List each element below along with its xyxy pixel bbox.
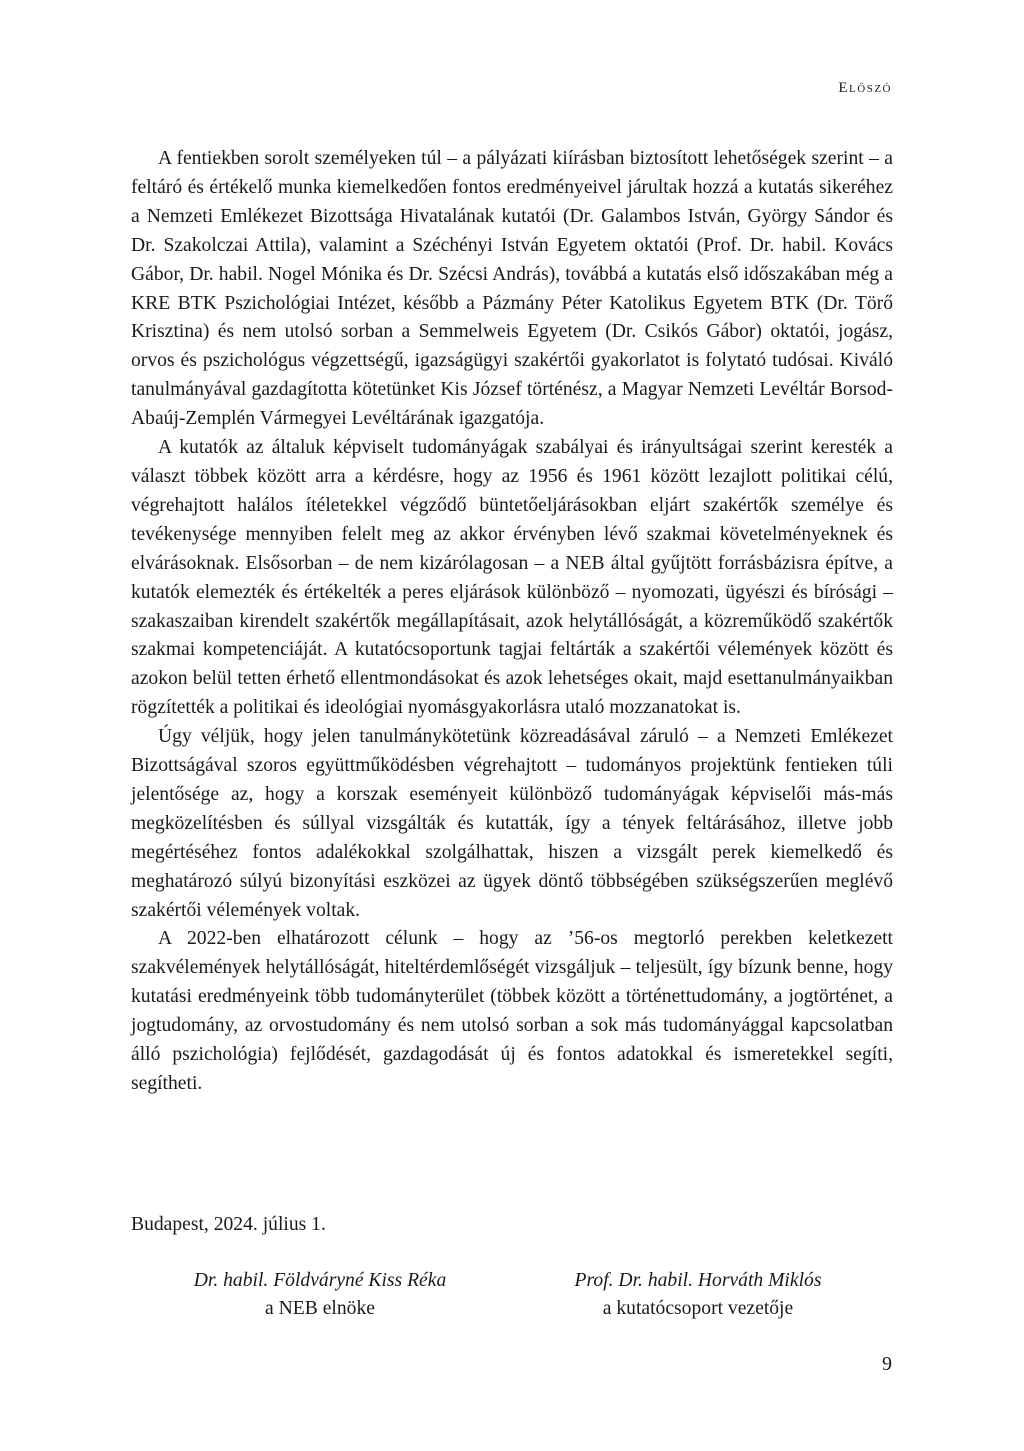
signature-right [518, 1267, 878, 1323]
body-text [131, 145, 893, 1099]
signature-right-name: Prof. Dr. habil. Horváth Miklós [574, 1270, 822, 1291]
paragraph-2: A kutatók az általuk képviselt tudományágak szabályai és irányultságai szerint keresték a választ többek között arra a kérdésre, hogy az 1956 és 1961 között lezajlott politikai célú, végrehajtott halálos ítéletekkel végződő büntetőeljárásokban eljárt szakértők személye és tevékenysége mennyiben felelt meg az akkor érvényben lévő szakmai követelményeknek és elvárásoknak. Elsősorban – de nem kizárólagosan – a NEB által gyűjtött forrásbázisra építve, a kutatók elemezték és értékelték a peres eljárások különböző – nyomozati, ügyészi és bírósági – szakaszaiban kirendelt szakértők megállapításait, azok helytállóságát, a közreműködő szakértők szakmai kompetenciáját. A kutatócsoportunk tagjai feltárták a szakértői vélemények között és azokon belül tetten érhető ellentmondásokat és azok lehetséges okait, majd esettanulmányaikban rögzítették a politikai és ideológiai nyomásgyakorlásra utaló mozzanatokat is. [131, 437, 893, 719]
paragraph-3: Úgy véljük, hogy jelen tanulmánykötetünk közreadásával záruló – a Nemzeti Emlékezet Bizottságával szoros együttműködésben végrehajtott – tudományos projektünk fentieken túli jelentősége az, hogy a korszak eseményeit különböző tudományágak képviselői más-más megközelítésben és súllyal vizsgálták és kutatták, így a tények feltárásához, illetve jobb megértéséhez fontos adalékokkal szolgálhattak, hiszen a vizsgált perek kiemelkedő és meghatározó súlyú bizonyítási eszközei az ügyek döntő többségében szükségszerűen meglévő szakértői vélemények voltak. [131, 726, 893, 921]
paragraph-4: A 2022-ben elhatározott célunk – hogy az ’56-os megtorló perekben keletkezett szakvélemények helytállóságát, hiteltérdemlőségét vizsgáljuk – teljesült, így bízunk benne, hogy kutatási eredményeink több tudományterület (többek között a történettudomány, a jogtörténet, a jogtudomány, az orvostudomány és nem utolsó sorban a sok más tudományággal kapcsolatban álló pszichológia) fejlődését, gazdagodását új és fontos adatokkal és ismeretekkel segíti, segítheti. [131, 928, 893, 1094]
page-number: 9 [882, 1353, 892, 1375]
running-header: Előszó [838, 80, 892, 96]
signature-left-role: a NEB elnöke [265, 1298, 375, 1319]
signature-left [140, 1267, 500, 1323]
signature-right-role: a kutatócsoport vezetője [602, 1298, 794, 1319]
paragraph-1: A fentiekben sorolt személyeken túl – a pályázati kiírásban biztosított lehetőségek szerint – a feltáró és értékelő munka kiemelkedően fontos eredményeivel járultak hozzá a kutatás sikeréhez a Nemzeti Emlékezet Bizottsága Hivatalának kutatói (Dr. Galambos István, György Sándor és Dr. Szakolczai Attila), valamint a Széchényi István Egyetem oktatói (Prof. Dr. habil. Kovács Gábor, Dr. habil. Nogel Mónika és Dr. Szécsi András), továbbá a kutatás első időszakában még a KRE BTK Pszichológiai Intézet, később a Pázmány Péter Katolikus Egyetem BTK (Dr. Törő Krisztina) és nem utolsó sorban a Semmelweis Egyetem (Dr. Csikós Gábor) oktatói, jogász, orvos és pszichológus végzettségű, igazságügyi szakértői gyakorlatot is folytató tudósai. Kiváló tanulmányával gazdagította kötetünket Kis József történész, a Magyar Nemzeti Levéltár Borsod-Abaúj-Zemplén Vármegyei Levéltárának igazgatója. [131, 148, 893, 430]
signature-left-name: Dr. habil. Földváryné Kiss Réka [193, 1270, 447, 1291]
dateline: Budapest, 2024. július 1. [131, 1214, 326, 1235]
